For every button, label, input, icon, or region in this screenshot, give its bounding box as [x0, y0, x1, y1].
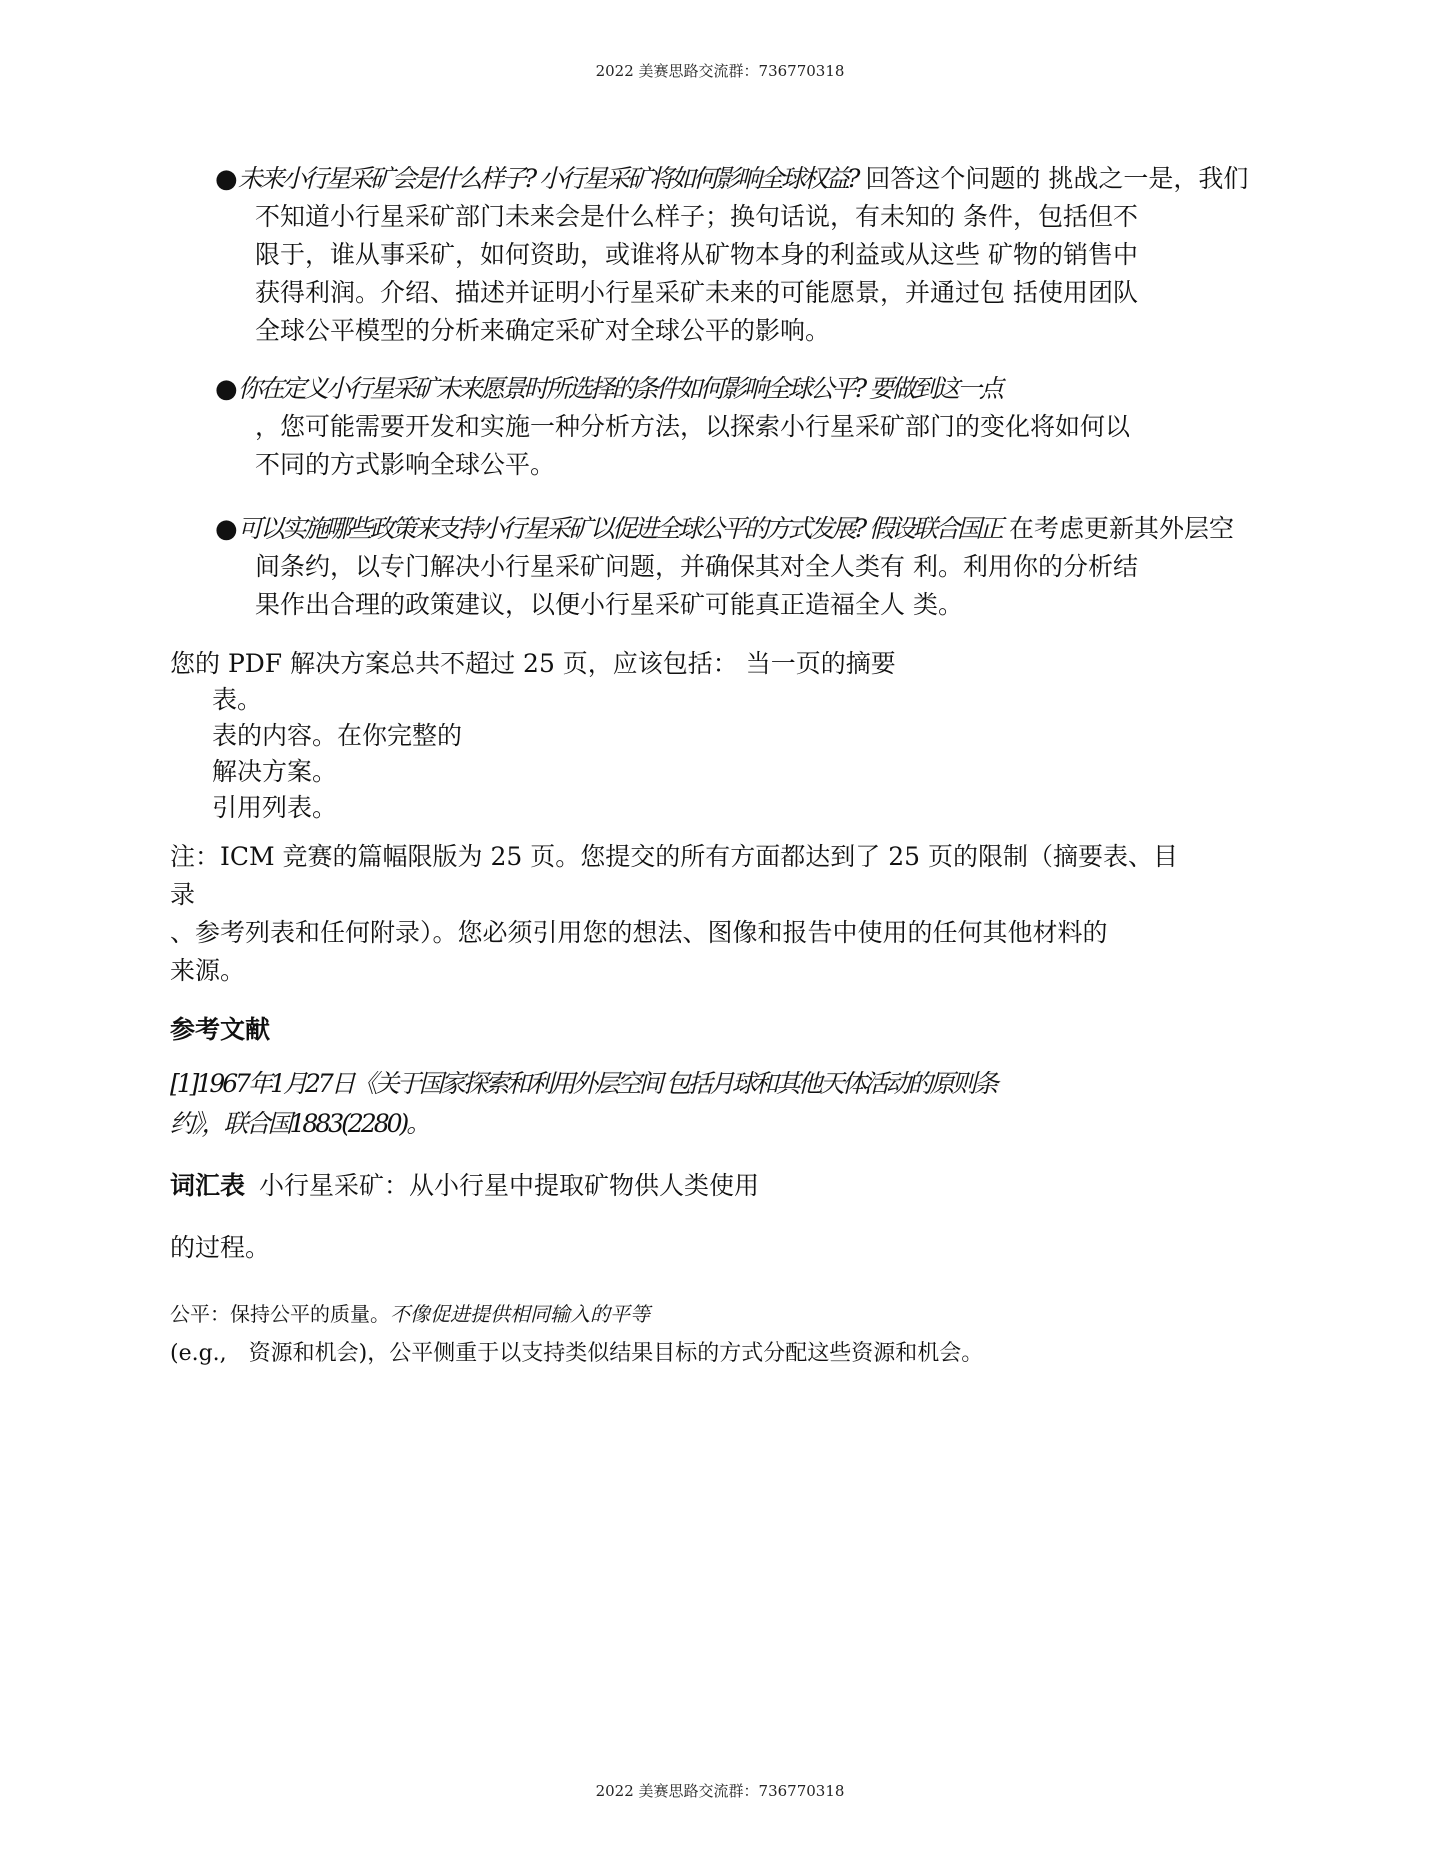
solution-item: 引用列表。 — [212, 793, 338, 822]
bullet-question: 可以实施哪些政策来支持小行星采矿以促进全球公平的方式发展? 假设联合国正 — [237, 514, 1002, 543]
note-line: 注：ICM 竞赛的篇幅限版为 25 页。您提交的所有方面都达到了 25 页的限制（摘要表、目 — [170, 842, 1178, 871]
body-line: 获得利润。介绍、描述并证明小行星采矿未来的可能愿景，并通过包 括使用团队 — [255, 278, 1138, 307]
solution-item: 解决方案。 — [212, 757, 338, 786]
solution-item: 表。 — [212, 685, 263, 714]
equity-lead: 公平：保持公平的质量。 — [170, 1302, 390, 1326]
bullet-dot: ● — [215, 164, 238, 194]
body-line: 全球公平模型的分析来确定采矿对全球公平的影响。 — [255, 316, 831, 345]
solution-item: 表的内容。在你完整的 — [212, 721, 463, 750]
body-line: 限于，谁从事采矿，如何资助，或谁将从矿物本身的利益或从这些 矿物的销售中 — [255, 240, 1138, 269]
solution-intro: 您的 PDF 解决方案总共不超过 25 页，应该包括： 当一页的摘要 — [170, 649, 896, 678]
page-footer: 2022 美赛思路交流群：736770318 — [595, 1782, 845, 1800]
vocabulary-definition-cont: 的过程。 — [170, 1233, 271, 1262]
body-line: ，您可能需要开发和实施一种分析方法，以探索小行星采矿部门的变化将如何以 — [255, 412, 1131, 441]
equity-line: (e.g., 资源和机会)，公平侧重于以支持类似结果目标的方式分配这些资源和机会。 — [170, 1341, 984, 1366]
vocabulary-definition: 小行星采矿：从小行星中提取矿物供人类使用 — [259, 1171, 760, 1200]
note-line: 来源。 — [170, 956, 246, 985]
bullet-future-vision — [215, 160, 1275, 350]
bullet-dot: ● — [215, 374, 238, 404]
body-line: 果作出合理的政策建议，以便小行星采矿可能真正造福全人 类。 — [255, 590, 963, 619]
bullet-policies — [215, 510, 1275, 624]
bullet-conditions-equity — [215, 370, 1275, 484]
note-line: 、参考列表和任何附录）。您必须引用您的想法、图像和报告中使用的任何其他材料的 — [170, 918, 1108, 947]
bullet-question: 未来小行星采矿会是什么样子? 小行星采矿将如何影响全球权益? — [237, 164, 858, 193]
vocabulary-entry — [170, 1166, 759, 1202]
reference-line: 约》，联合国1883(2280)。 — [170, 1109, 429, 1138]
vocabulary-heading: 词汇表 — [170, 1171, 246, 1200]
page-header: 2022 美赛思路交流群：736770318 — [595, 62, 845, 80]
bullet-body — [215, 548, 1275, 624]
equity-lead-italic: 不像促进提供相同输入的平等 — [390, 1302, 650, 1326]
bullet-dot: ● — [215, 514, 238, 544]
bullet-body — [215, 198, 1275, 350]
bullet-body — [215, 408, 1275, 484]
page-limit-note — [170, 838, 1178, 990]
reference-entry — [170, 1064, 996, 1144]
body-line: 不同的方式影响全球公平。 — [255, 450, 556, 479]
bullet-question: 你在定义小行星采矿未来愿景时所选择的条件如何影响全球公平? 要做到这一点 — [237, 374, 1002, 403]
reference-line: [1]1967年1月27日《关于国家探索和利用外层空间 包括月球和其他天体活动的原则条 — [170, 1069, 996, 1098]
equity-definition — [170, 1294, 983, 1374]
body-line: 不知道小行星采矿部门未来会是什么样子；换句话说，有未知的 条件，包括但不 — [255, 202, 1138, 231]
references-heading: 参考文献 — [170, 1015, 271, 1044]
body-line: 间条约，以专门解决小行星采矿问题，并确保其对全人类有 利。利用你的分析结 — [255, 552, 1138, 581]
solution-requirements — [170, 646, 896, 826]
bullet-question-rest: 在考虑更新其外层空 — [1001, 514, 1234, 543]
bullet-question-rest: 回答这个问题的 挑战之一是，我们 — [857, 164, 1249, 193]
note-line: 录 — [170, 880, 196, 909]
